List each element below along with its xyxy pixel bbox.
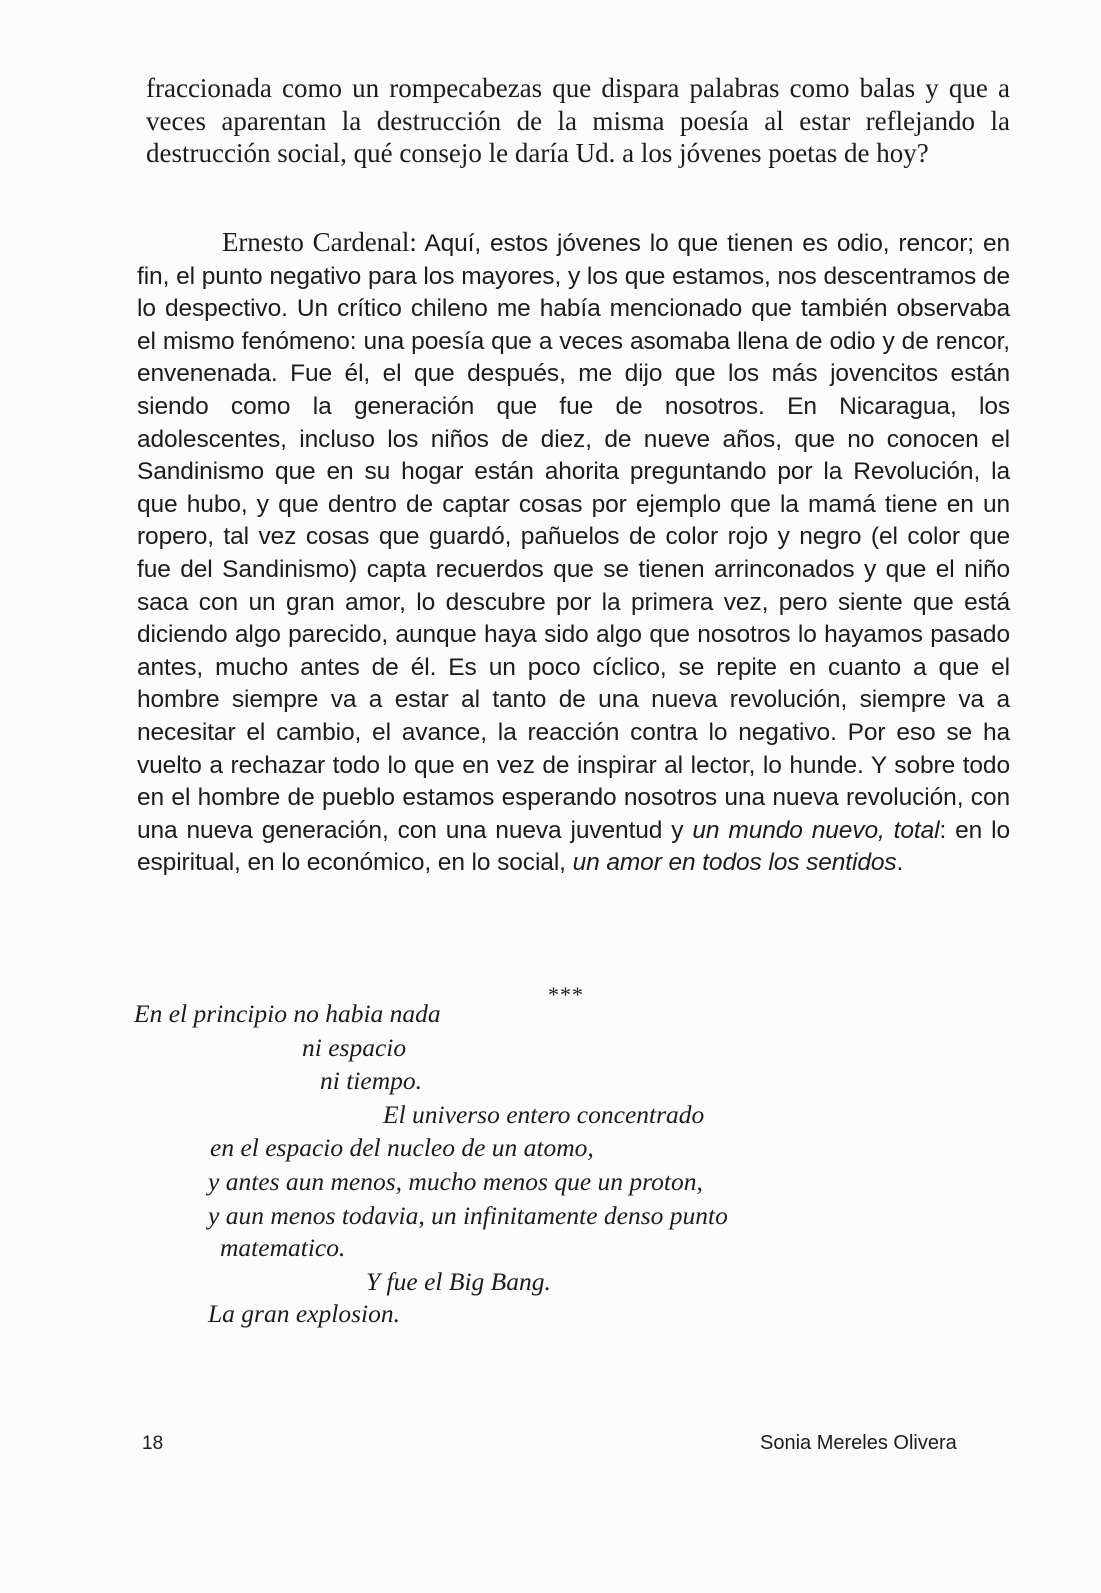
section-separator: *** [548,982,584,1007]
poem-line: El universo entero concentrado [383,1100,705,1129]
poem-line: Y fue el Big Bang. [366,1267,551,1296]
page-number: 18 [142,1433,164,1454]
answer-middle: : en lo espiritual, en lo económico, en lo social, [137,816,1011,877]
poem-line: La gran explosion. [208,1299,400,1328]
poem-line: ni espacio [302,1033,407,1062]
poem-line: matematico. [220,1233,346,1262]
interview-answer-paragraph [137,226,1010,880]
answer-italic-phrase-1: un mundo nuevo, total [692,816,940,844]
interview-question-text: fraccionada como un rompecabezas que dispara palabras como balas y que a veces aparentan la destrucción de la misma poesía al estar reflejando la destrucción social, qué consejo le daría Ud. a los jóvenes poetas de hoy? [146,73,1010,168]
speaker-name: Ernesto Cardenal: [222,227,417,257]
poem-line: ni tiempo. [320,1066,422,1095]
poem-line: En el principio no habia nada [134,999,441,1028]
answer-body: Aquí, estos jóvenes lo que tienen es odio, rencor; en fin, el punto negativo para los mayores, y los que estamos, nos descentramos de lo despectivo. Un crítico chileno me había mencionado que también observaba el mismo fenómeno: una poesía que a veces asomaba llena de odio y de rencor, envenenada. Fue él, el que después, me dijo que los más jovencitos están siendo como la generación que fue de nosotros. En Nicaragua, los adolescentes, incluso los niños de diez, de nueve años, que no conocen el Sandinismo que en su hogar están ahorita preguntando por la Revolución, la que hubo, y que dentro de captar cosas por ejemplo que la mamá tiene en un ropero, tal vez cosas que guardó, pañuelos de color rojo y negro (el color que fue del Sandinismo) capta recuerdos que se tienen arrinconados y que el niño saca con un gran amor, lo descubre por la primera vez, pero siente que está diciendo algo parecido, aunque haya sido algo que nosotros lo hayamos pasado antes, mucho antes de él. Es un poco cíclico, se repite en cuanto a que el hombre siempre va a estar al tanto de una nueva revolución, siempre va a necesitar el cambio, el avance, la reacción contra lo negativo. Por eso se ha vuelto a rechazar todo lo que en vez de inspirar al lector, lo hunde. Y sobre todo en el hombre de pueblo estamos esperando nosotros una nueva revolución, con una nueva generación, con una nueva juventud y [137,230,1010,844]
answer-end: . [896,849,904,877]
answer-italic-phrase-2: un amor en todos los sentidos [572,849,897,877]
poem-line: y antes aun menos, mucho menos que un proton, [208,1167,703,1196]
footer-author: Sonia Mereles Olivera [760,1432,957,1454]
poem-line: en el espacio del nucleo de un atomo, [210,1133,594,1162]
poem-line: y aun menos todavia, un infinitamente denso punto [208,1201,728,1230]
